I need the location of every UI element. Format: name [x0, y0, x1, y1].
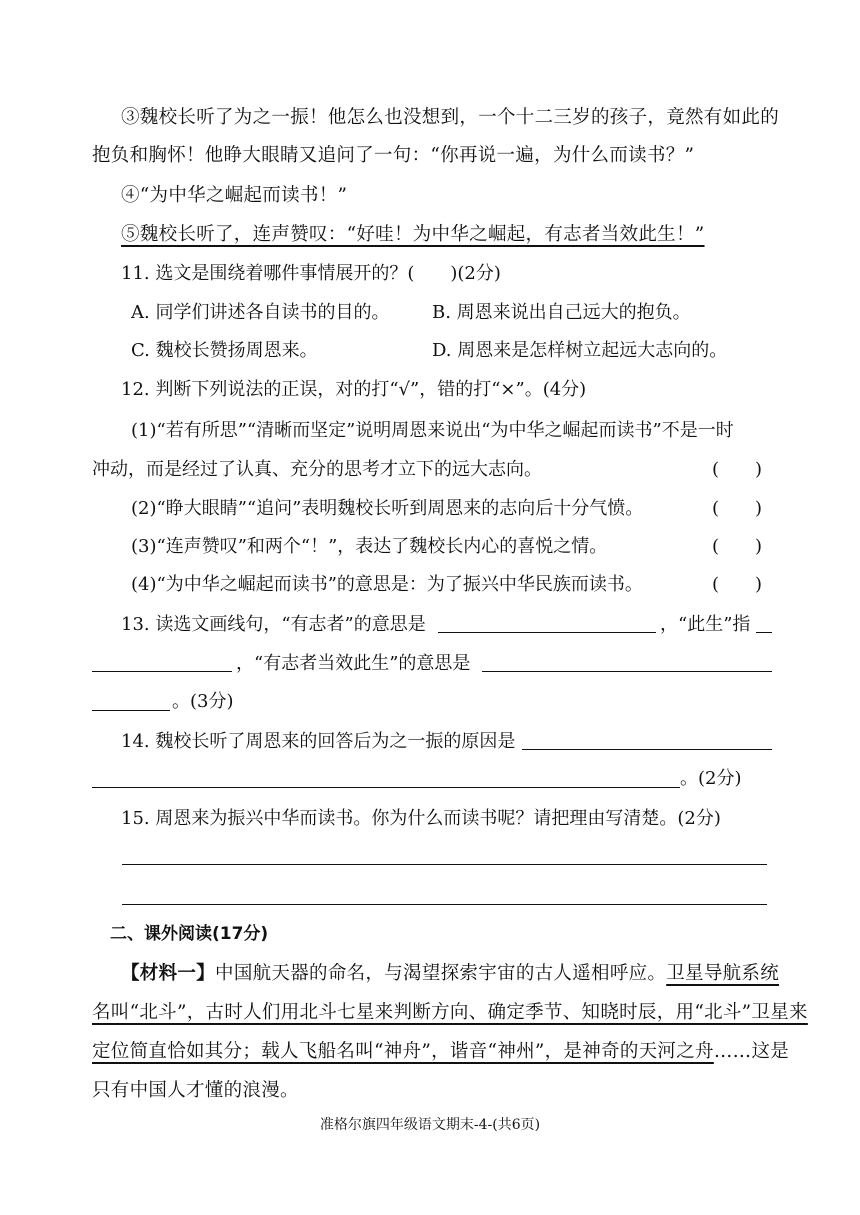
question-12-item-3-answer-bracket[interactable]: ( ) — [712, 536, 763, 557]
passage-paragraph-3-line-2: 抱负和胸怀！他睁大眼睛又追问了一句：“你再说一遍，为什么而读书？” — [92, 145, 695, 166]
question-11-option-b: B. 周恩来说出自己远大的抱负。 — [432, 302, 691, 323]
material-1-line-3-text: ……这是 — [713, 1041, 790, 1062]
passage-paragraph-4: ④“为中华之崛起而读书！” — [121, 185, 348, 206]
material-1-line-1-underlined: 卫星导航系统 — [666, 963, 780, 984]
question-12-item-3: (3)“连声赞叹”和两个“！”，表达了魏校长内心的喜悦之情。 — [131, 536, 608, 557]
material-1-line-1 — [121, 962, 779, 986]
question-12-stem: 12. 判断下列说法的正误，对的打“√”，错的打“×”。(4分) — [121, 379, 587, 400]
question-11-option-c: C. 魏校长赞扬周恩来。 — [131, 340, 318, 361]
question-14-stem: 14. 魏校长听了周恩来的回答后为之一振的原因是 — [121, 731, 516, 752]
question-14-end: 。(2分) — [680, 768, 742, 789]
question-13-blank-3-end[interactable] — [92, 710, 170, 711]
page-footer: 准格尔旗四年级语文期末-4-(共6页) — [319, 1117, 541, 1133]
passage-paragraph-3-line-1: ③魏校长听了为之一振！他怎么也没想到，一个十二三岁的孩子，竟然有如此的 — [121, 107, 780, 128]
question-14-blank-start[interactable] — [522, 749, 772, 750]
question-15-answer-line-1[interactable] — [122, 864, 767, 865]
question-13-blank-2-start[interactable] — [756, 632, 772, 633]
question-11-option-a: A. 同学们讲述各自读书的目的。 — [131, 302, 390, 323]
question-12-item-4-answer-bracket[interactable]: ( ) — [712, 574, 763, 595]
question-11-stem: 11. 选文是围绕着哪件事情展开的？( )(2分) — [121, 263, 501, 284]
question-11-option-d: D. 周恩来是怎样树立起远大志向的。 — [432, 340, 728, 361]
question-13-blank-3-start[interactable] — [482, 671, 772, 672]
material-1-line-2-underlined: 名叫“北斗”，古时人们用北斗七星来判断方向、确定季节、知晓时辰，用“北斗”卫星来 — [92, 1002, 808, 1023]
question-12-item-2-answer-bracket[interactable]: ( ) — [712, 498, 763, 519]
question-15-stem: 15. 周恩来为振兴中华而读书。你为什么而读书呢？请把理由写清楚。(2分) — [121, 808, 721, 829]
question-12-item-1-line-2: 冲动，而是经过了认真、充分的思考才立下的远大志向。 — [92, 459, 542, 480]
question-13-blank-1[interactable] — [438, 632, 656, 633]
question-12-item-1-answer-bracket[interactable]: ( ) — [712, 459, 763, 480]
question-13-part-1: 13. 读选文画线句，“有志者”的意思是 — [121, 614, 426, 635]
question-13-part-4: 。(3分) — [172, 691, 234, 712]
question-13-part-3: ，“有志者当效此生”的意思是 — [236, 653, 471, 674]
passage-paragraph-5-underlined: ⑤魏校长听了，连声赞叹：“好哇！为中华之崛起，有志者当效此生！” — [121, 224, 705, 245]
question-13-blank-2-end[interactable] — [92, 671, 232, 672]
material-1-line-3-underlined: 定位简直恰如其分；载人飞船名叫“神舟”，谐音“神州”，是神奇的天河之舟 — [92, 1041, 714, 1062]
question-12-item-1-line-1: (1)“若有所思”“清晰而坚定”说明周恩来说出“为中华之崛起而读书”不是一时 — [131, 420, 734, 441]
question-13-part-2: ，“此生”指 — [660, 614, 751, 635]
section-2-heading: 二、课外阅读(17分) — [110, 924, 269, 944]
question-12-item-2: (2)“睁大眼睛”“追问”表明魏校长听到周恩来的志向后十分气愤。 — [131, 498, 644, 519]
material-1-label: 【材料一】 — [121, 963, 216, 984]
material-1-line-1-text: 中国航天器的命名，与渴望探索宇宙的古人遥相呼应。 — [215, 963, 667, 984]
material-1-line-4: 只有中国人才懂的浪漫。 — [92, 1080, 299, 1101]
question-12-item-4: (4)“为中华之崛起而读书”的意思是：为了振兴中华民族而读书。 — [131, 574, 643, 595]
question-15-answer-line-2[interactable] — [122, 904, 767, 905]
question-14-blank-end[interactable] — [92, 787, 680, 788]
material-1-line-3 — [92, 1040, 789, 1064]
